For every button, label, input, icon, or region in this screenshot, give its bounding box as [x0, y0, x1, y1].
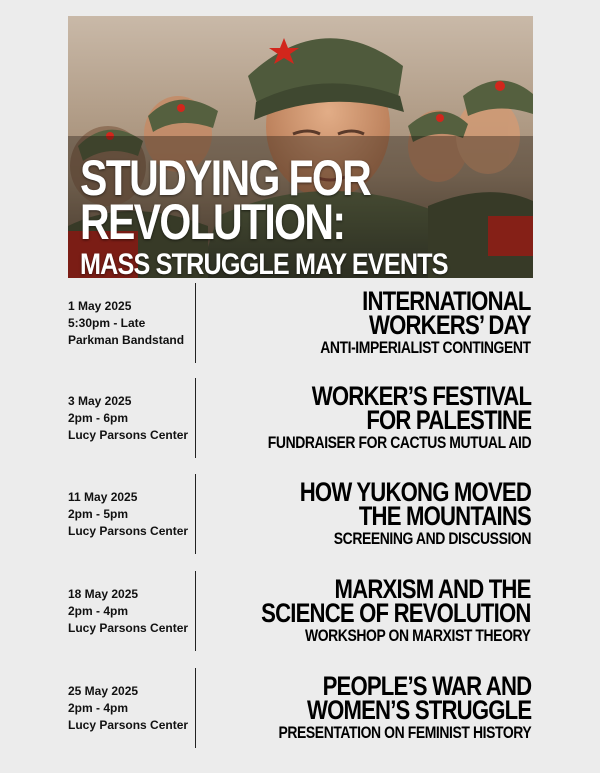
- event-location: Lucy Parsons Center: [68, 620, 189, 635]
- event-title-line-2: FOR PALESTINE: [366, 405, 531, 435]
- event-location: Parkman Bandstand: [68, 332, 185, 347]
- hero-title-line-2: REVOLUTION:: [80, 194, 345, 250]
- event-divider: [195, 571, 196, 651]
- event-divider: [195, 283, 196, 363]
- event-divider: [195, 474, 196, 554]
- event-date: 25 May 2025: [68, 683, 139, 698]
- event-info: [249, 477, 531, 548]
- event-subtitle: WORKSHOP ON MARXIST THEORY: [305, 626, 531, 645]
- event-title-line-1: HOW YUKONG MOVED: [299, 477, 531, 507]
- event-date: 1 May 2025: [68, 298, 132, 313]
- event-date: 18 May 2025: [68, 586, 139, 601]
- event-meta: [68, 571, 193, 651]
- event-subtitle: SCREENING AND DISCUSSION: [333, 529, 531, 548]
- event-info: [202, 574, 531, 645]
- event-divider: [195, 668, 196, 748]
- event-title-line-2: WOMEN’S STRUGGLE: [306, 695, 531, 725]
- hero-photo: [68, 16, 533, 278]
- event-meta: [68, 668, 193, 748]
- event-title-line-2: WORKERS’ DAY: [369, 310, 531, 340]
- event-item: [68, 283, 533, 363]
- event-item: [68, 571, 533, 651]
- event-time: 2pm - 4pm: [68, 603, 129, 618]
- event-time: 2pm - 6pm: [68, 410, 129, 425]
- event-title-line-1: INTERNATIONAL: [362, 286, 531, 316]
- event-location: Lucy Parsons Center: [68, 523, 189, 538]
- event-title-line-2: THE MOUNTAINS: [358, 501, 531, 531]
- event-meta: [68, 378, 193, 458]
- event-info: [274, 286, 531, 357]
- event-title-line-2: SCIENCE OF REVOLUTION: [261, 598, 531, 628]
- event-time: 2pm - 5pm: [68, 506, 129, 521]
- event-info: [223, 671, 531, 742]
- event-time: 5:30pm - Late: [68, 315, 146, 330]
- event-subtitle: PRESENTATION ON FEMINIST HISTORY: [278, 723, 531, 742]
- event-divider: [195, 378, 196, 458]
- event-meta: [68, 474, 193, 554]
- hero-title-line-1: STUDYING FOR: [80, 150, 371, 206]
- event-item: [68, 668, 533, 748]
- event-date: 11 May 2025: [68, 489, 138, 504]
- hero-title: [80, 150, 518, 278]
- event-title-line-1: WORKER’S FESTIVAL: [311, 381, 531, 411]
- event-item: [68, 474, 533, 554]
- event-location: Lucy Parsons Center: [68, 717, 189, 732]
- event-location: Lucy Parsons Center: [68, 427, 189, 442]
- event-title-line-1: MARXISM AND THE: [335, 574, 531, 604]
- event-info: [210, 381, 531, 452]
- event-subtitle: FUNDRAISER FOR CACTUS MUTUAL AID: [267, 433, 531, 452]
- hero-subtitle: MASS STRUGGLE MAY EVENTS: [80, 248, 448, 278]
- event-item: [68, 378, 533, 458]
- event-meta: [68, 283, 193, 363]
- event-time: 2pm - 4pm: [68, 700, 129, 715]
- event-date: 3 May 2025: [68, 393, 132, 408]
- event-title-line-1: PEOPLE’S WAR AND: [322, 671, 531, 701]
- event-subtitle: ANTI-IMPERIALIST CONTINGENT: [320, 338, 531, 357]
